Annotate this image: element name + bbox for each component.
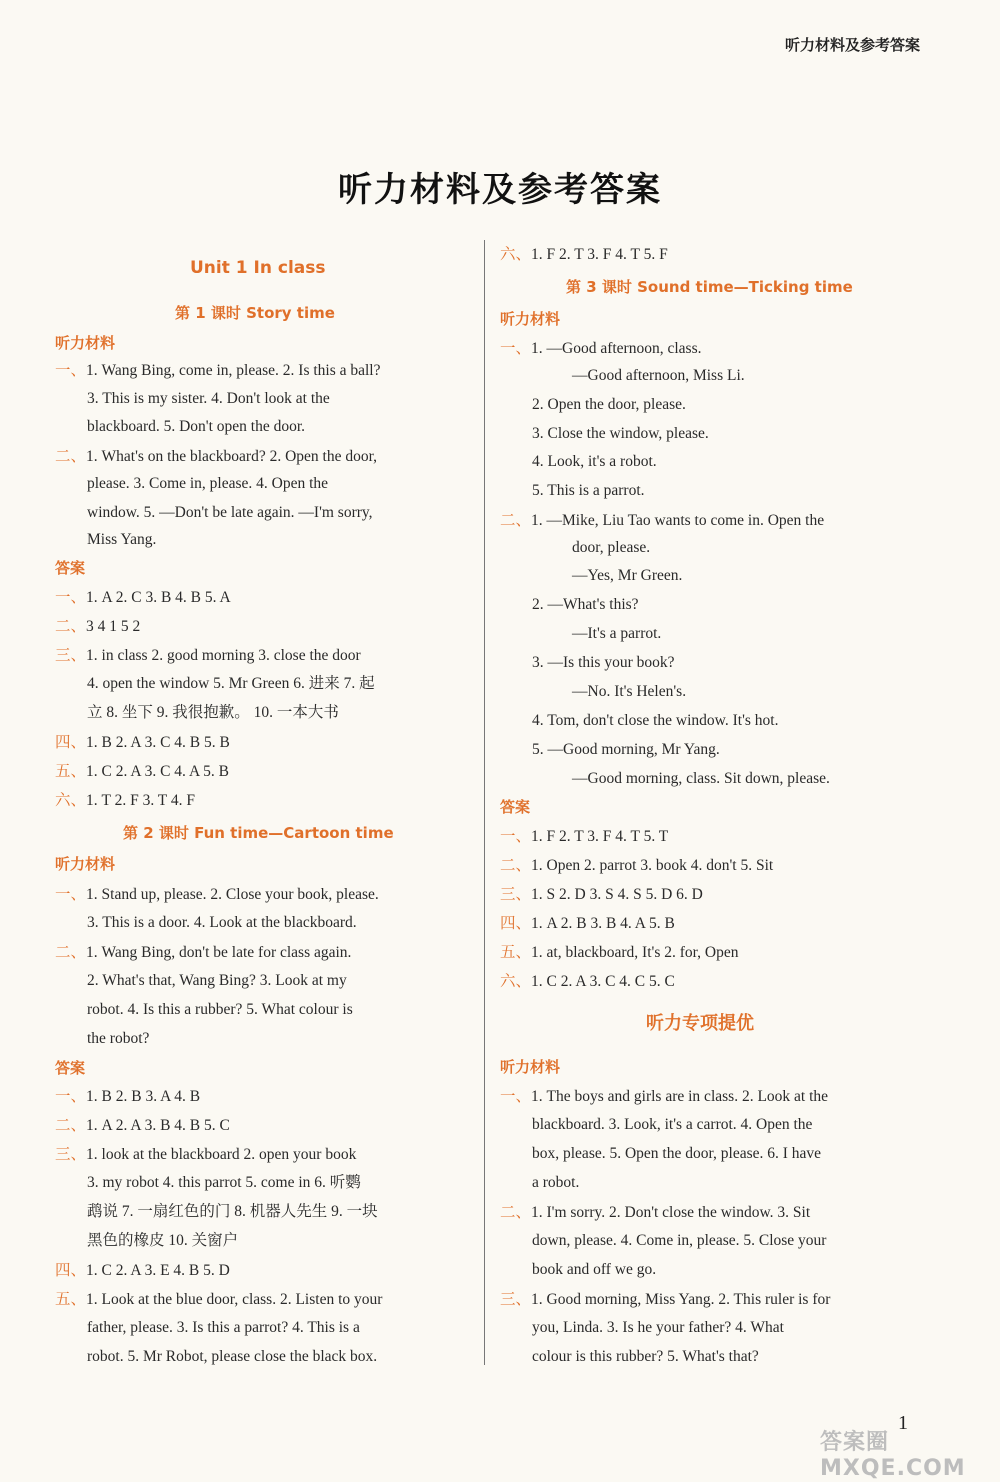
line-text: colour is this rubber? 5. What's that? bbox=[532, 1348, 759, 1365]
item-marker: 三、 bbox=[55, 646, 87, 664]
text-line bbox=[87, 1173, 361, 1193]
watermark-logo: 答案圈 MXQE.COM bbox=[820, 1430, 966, 1481]
text-line bbox=[572, 366, 745, 386]
text-line bbox=[532, 595, 639, 615]
line-text: 1. at, blackboard, It's 2. for, Open bbox=[531, 944, 739, 961]
item-marker: 二、 bbox=[55, 617, 87, 635]
line-text: 1. C 2. A 3. C 4. C 5. C bbox=[531, 973, 675, 990]
text-line bbox=[55, 790, 195, 811]
item-marker: 六、 bbox=[500, 972, 532, 990]
line-text: Unit 1 In class bbox=[190, 258, 326, 278]
text-line bbox=[532, 395, 686, 415]
text-line bbox=[87, 1347, 377, 1367]
item-marker: 二、 bbox=[500, 1203, 532, 1221]
item-marker: 一、 bbox=[55, 588, 87, 606]
text-line bbox=[532, 740, 720, 760]
line-text: a robot. bbox=[532, 1174, 580, 1191]
text-line bbox=[500, 971, 675, 992]
item-marker: 六、 bbox=[500, 245, 532, 263]
item-marker: 二、 bbox=[500, 856, 532, 874]
text-line bbox=[87, 417, 305, 437]
text-line bbox=[55, 1115, 230, 1136]
text-line bbox=[500, 510, 824, 531]
text-line bbox=[55, 645, 361, 666]
text-line bbox=[87, 1202, 378, 1222]
line-text: 5. —Good morning, Mr Yang. bbox=[532, 741, 720, 758]
text-line bbox=[572, 769, 830, 789]
section-title bbox=[646, 1014, 754, 1034]
section-heading bbox=[500, 309, 560, 329]
line-text: 1. The boys and girls are in class. 2. Look at the bbox=[531, 1088, 829, 1105]
line-text: 1. What's on the blackboard? 2. Open the door, bbox=[86, 448, 378, 465]
item-marker: 一、 bbox=[55, 1087, 87, 1105]
text-line bbox=[55, 732, 230, 753]
text-line bbox=[500, 826, 668, 847]
line-text: 1. C 2. A 3. E 4. B 5. D bbox=[86, 1262, 230, 1279]
line-text: 3 4 1 5 2 bbox=[86, 618, 141, 635]
text-line bbox=[55, 587, 231, 608]
lesson-title bbox=[566, 277, 853, 297]
line-text: 1. B 2. A 3. C 4. B 5. B bbox=[86, 734, 230, 751]
line-text: 听力专项提优 bbox=[646, 1013, 754, 1034]
item-marker: 三、 bbox=[500, 885, 532, 903]
line-text: 4. Tom, don't close the window. It's hot. bbox=[532, 712, 779, 729]
line-text: 听力材料 bbox=[500, 310, 561, 328]
text-line bbox=[532, 424, 709, 444]
line-text: 5. This is a parrot. bbox=[532, 482, 645, 499]
line-text: 1. Look at the blue door, class. 2. Listen to your bbox=[86, 1291, 383, 1308]
line-text: 3. This is my sister. 4. Don't look at the bbox=[87, 390, 330, 407]
text-line bbox=[500, 884, 703, 905]
line-text: 1. A 2. B 3. B 4. A 5. B bbox=[531, 915, 675, 932]
text-line bbox=[500, 1086, 828, 1107]
line-text: 1. —Mike, Liu Tao wants to come in. Open the bbox=[531, 512, 825, 529]
item-marker: 二、 bbox=[500, 511, 532, 529]
section-heading bbox=[55, 333, 115, 353]
line-text: 听力材料 bbox=[55, 334, 116, 352]
line-text: 1. I'm sorry. 2. Don't close the window. 3. Sit bbox=[531, 1204, 811, 1221]
line-text: 4. Look, it's a robot. bbox=[532, 453, 657, 470]
section-heading bbox=[500, 797, 530, 817]
item-marker: 二、 bbox=[55, 1116, 87, 1134]
text-line bbox=[572, 682, 686, 702]
line-text: 3. This is a door. 4. Look at the blackboard. bbox=[87, 914, 357, 931]
line-text: box, please. 5. Open the door, please. 6. I have bbox=[532, 1145, 822, 1162]
line-text: book and off we go. bbox=[532, 1261, 657, 1278]
item-marker: 一、 bbox=[55, 885, 87, 903]
page-title: 听力材料及参考答案 bbox=[338, 170, 662, 210]
line-text: 第 1 课时 Story time bbox=[175, 304, 335, 322]
line-text: 听力材料 bbox=[500, 1058, 561, 1076]
text-line bbox=[500, 1289, 830, 1310]
line-text: 鹉说 7. 一扇红色的门 8. 机器人先生 9. 一块 bbox=[87, 1203, 378, 1220]
item-marker: 六、 bbox=[55, 791, 87, 809]
line-text: 答案 bbox=[55, 559, 86, 577]
text-line bbox=[55, 360, 381, 381]
text-line bbox=[572, 566, 682, 586]
text-line bbox=[532, 1173, 579, 1193]
line-text: please. 3. Come in, please. 4. Open the bbox=[87, 475, 329, 492]
line-text: 3. —Is this your book? bbox=[532, 654, 675, 671]
section-heading bbox=[55, 1058, 85, 1078]
text-line bbox=[55, 942, 351, 963]
line-text: 1. A 2. C 3. B 4. B 5. A bbox=[86, 589, 231, 606]
text-line bbox=[87, 1029, 149, 1049]
text-line bbox=[87, 1000, 353, 1020]
item-marker: 一、 bbox=[500, 339, 532, 357]
line-text: —Good morning, class. Sit down, please. bbox=[572, 770, 830, 787]
text-line bbox=[532, 1144, 821, 1164]
item-marker: 三、 bbox=[500, 1290, 532, 1308]
text-line bbox=[500, 1202, 810, 1223]
item-marker: 四、 bbox=[55, 733, 87, 751]
text-line bbox=[572, 624, 661, 644]
text-line bbox=[87, 913, 357, 933]
line-text: window. 5. —Don't be late again. —I'm sorry, bbox=[87, 504, 373, 521]
line-text: 2. —What's this? bbox=[532, 596, 639, 613]
unit-title bbox=[190, 258, 326, 278]
line-text: robot. 4. Is this a rubber? 5. What colour is bbox=[87, 1001, 353, 1018]
item-marker: 二、 bbox=[55, 943, 87, 961]
text-line bbox=[87, 530, 156, 550]
text-line bbox=[532, 481, 645, 501]
line-text: blackboard. 3. Look, it's a carrot. 4. Open the bbox=[532, 1116, 813, 1133]
item-marker: 四、 bbox=[500, 914, 532, 932]
text-line bbox=[87, 1318, 360, 1338]
line-text: 1. T 2. F 3. T 4. F bbox=[86, 792, 195, 809]
column-divider bbox=[484, 240, 485, 1365]
text-line bbox=[532, 1115, 812, 1135]
text-line bbox=[87, 703, 339, 723]
line-text: 立 8. 坐下 9. 我很抱歉。 10. 一本大书 bbox=[87, 704, 339, 721]
line-text: 1. Stand up, please. 2. Close your book, please. bbox=[86, 886, 379, 903]
line-text: 1. in class 2. good morning 3. close the door bbox=[86, 647, 361, 664]
line-text: 1. look at the blackboard 2. open your book bbox=[86, 1146, 357, 1163]
text-line bbox=[55, 884, 379, 905]
text-line bbox=[87, 971, 347, 991]
line-text: 第 2 课时 Fun time—Cartoon time bbox=[123, 824, 394, 842]
text-line bbox=[532, 452, 657, 472]
item-marker: 四、 bbox=[55, 1261, 87, 1279]
line-text: blackboard. 5. Don't open the door. bbox=[87, 418, 306, 435]
line-text: robot. 5. Mr Robot, please close the black box. bbox=[87, 1348, 378, 1365]
line-text: 答案 bbox=[55, 1059, 86, 1077]
line-text: 1. —Good afternoon, class. bbox=[531, 340, 702, 357]
section-heading bbox=[55, 558, 85, 578]
line-text: 1. C 2. A 3. C 4. A 5. B bbox=[86, 763, 229, 780]
text-line bbox=[500, 338, 701, 359]
text-line bbox=[500, 855, 773, 876]
line-text: 2. What's that, Wang Bing? 3. Look at my bbox=[87, 972, 347, 989]
text-line bbox=[87, 674, 375, 694]
text-line bbox=[532, 1347, 759, 1367]
line-text: 1. Wang Bing, come in, please. 2. Is this a ball? bbox=[86, 362, 381, 379]
text-line bbox=[55, 1289, 382, 1310]
page-number: 1 bbox=[898, 1412, 908, 1434]
line-text: 4. open the window 5. Mr Green 6. 进来 7. 起 bbox=[87, 675, 375, 692]
item-marker: 一、 bbox=[500, 827, 532, 845]
text-line bbox=[532, 1318, 784, 1338]
item-marker: 一、 bbox=[55, 361, 87, 379]
line-text: 3. Close the window, please. bbox=[532, 425, 709, 442]
text-line bbox=[87, 389, 330, 409]
line-text: 第 3 课时 Sound time—Ticking time bbox=[566, 278, 853, 296]
text-line bbox=[500, 942, 739, 963]
text-line bbox=[55, 1260, 230, 1281]
item-marker: 五、 bbox=[500, 943, 532, 961]
text-line bbox=[500, 244, 668, 265]
item-marker: 一、 bbox=[500, 1087, 532, 1105]
line-text: 1. Good morning, Miss Yang. 2. This ruler is for bbox=[531, 1291, 831, 1308]
line-text: 听力材料 bbox=[55, 855, 116, 873]
line-text: 1. Open 2. parrot 3. book 4. don't 5. Sit bbox=[531, 857, 774, 874]
line-text: 2. Open the door, please. bbox=[532, 396, 686, 413]
section-heading bbox=[500, 1057, 560, 1077]
text-line bbox=[55, 1086, 200, 1107]
text-line bbox=[87, 503, 373, 523]
line-text: Miss Yang. bbox=[87, 531, 157, 548]
text-line bbox=[532, 1231, 826, 1251]
line-text: 3. my robot 4. this parrot 5. come in 6. 听鹦 bbox=[87, 1174, 361, 1191]
text-line bbox=[532, 1260, 656, 1280]
line-text: —It's a parrot. bbox=[572, 625, 662, 642]
lesson-title bbox=[175, 303, 335, 323]
lesson-title bbox=[123, 823, 394, 843]
text-line bbox=[55, 446, 377, 467]
item-marker: 五、 bbox=[55, 1290, 87, 1308]
text-line bbox=[532, 711, 778, 731]
text-line bbox=[500, 913, 675, 934]
text-line bbox=[87, 1231, 238, 1251]
line-text: door, please. bbox=[572, 539, 651, 556]
text-line bbox=[87, 474, 328, 494]
text-line bbox=[55, 1144, 356, 1165]
item-marker: 二、 bbox=[55, 447, 87, 465]
text-line bbox=[55, 761, 229, 782]
text-line bbox=[55, 616, 140, 637]
line-text: 1. A 2. A 3. B 4. B 5. C bbox=[86, 1117, 230, 1134]
line-text: 答案 bbox=[500, 798, 531, 816]
item-marker: 五、 bbox=[55, 762, 87, 780]
line-text: the robot? bbox=[87, 1030, 150, 1047]
line-text: down, please. 4. Come in, please. 5. Close your bbox=[532, 1232, 827, 1249]
text-line bbox=[572, 538, 650, 558]
text-line bbox=[532, 653, 675, 673]
line-text: father, please. 3. Is this a parrot? 4. This is a bbox=[87, 1319, 360, 1336]
line-text: you, Linda. 3. Is he your father? 4. What bbox=[532, 1319, 784, 1336]
line-text: —No. It's Helen's. bbox=[572, 683, 687, 700]
line-text: 黑色的橡皮 10. 关窗户 bbox=[87, 1232, 239, 1249]
line-text: 1. F 2. T 3. F 4. T 5. F bbox=[531, 246, 668, 263]
line-text: 1. S 2. D 3. S 4. S 5. D 6. D bbox=[531, 886, 703, 903]
line-text: 1. F 2. T 3. F 4. T 5. T bbox=[531, 828, 669, 845]
item-marker: 三、 bbox=[55, 1145, 87, 1163]
line-text: 1. Wang Bing, don't be late for class again. bbox=[86, 944, 352, 961]
line-text: —Yes, Mr Green. bbox=[572, 567, 683, 584]
header-label: 听力材料及参考答案 bbox=[784, 36, 920, 54]
line-text: —Good afternoon, Miss Li. bbox=[572, 367, 745, 384]
section-heading bbox=[55, 854, 115, 874]
line-text: 1. B 2. B 3. A 4. B bbox=[86, 1088, 201, 1105]
